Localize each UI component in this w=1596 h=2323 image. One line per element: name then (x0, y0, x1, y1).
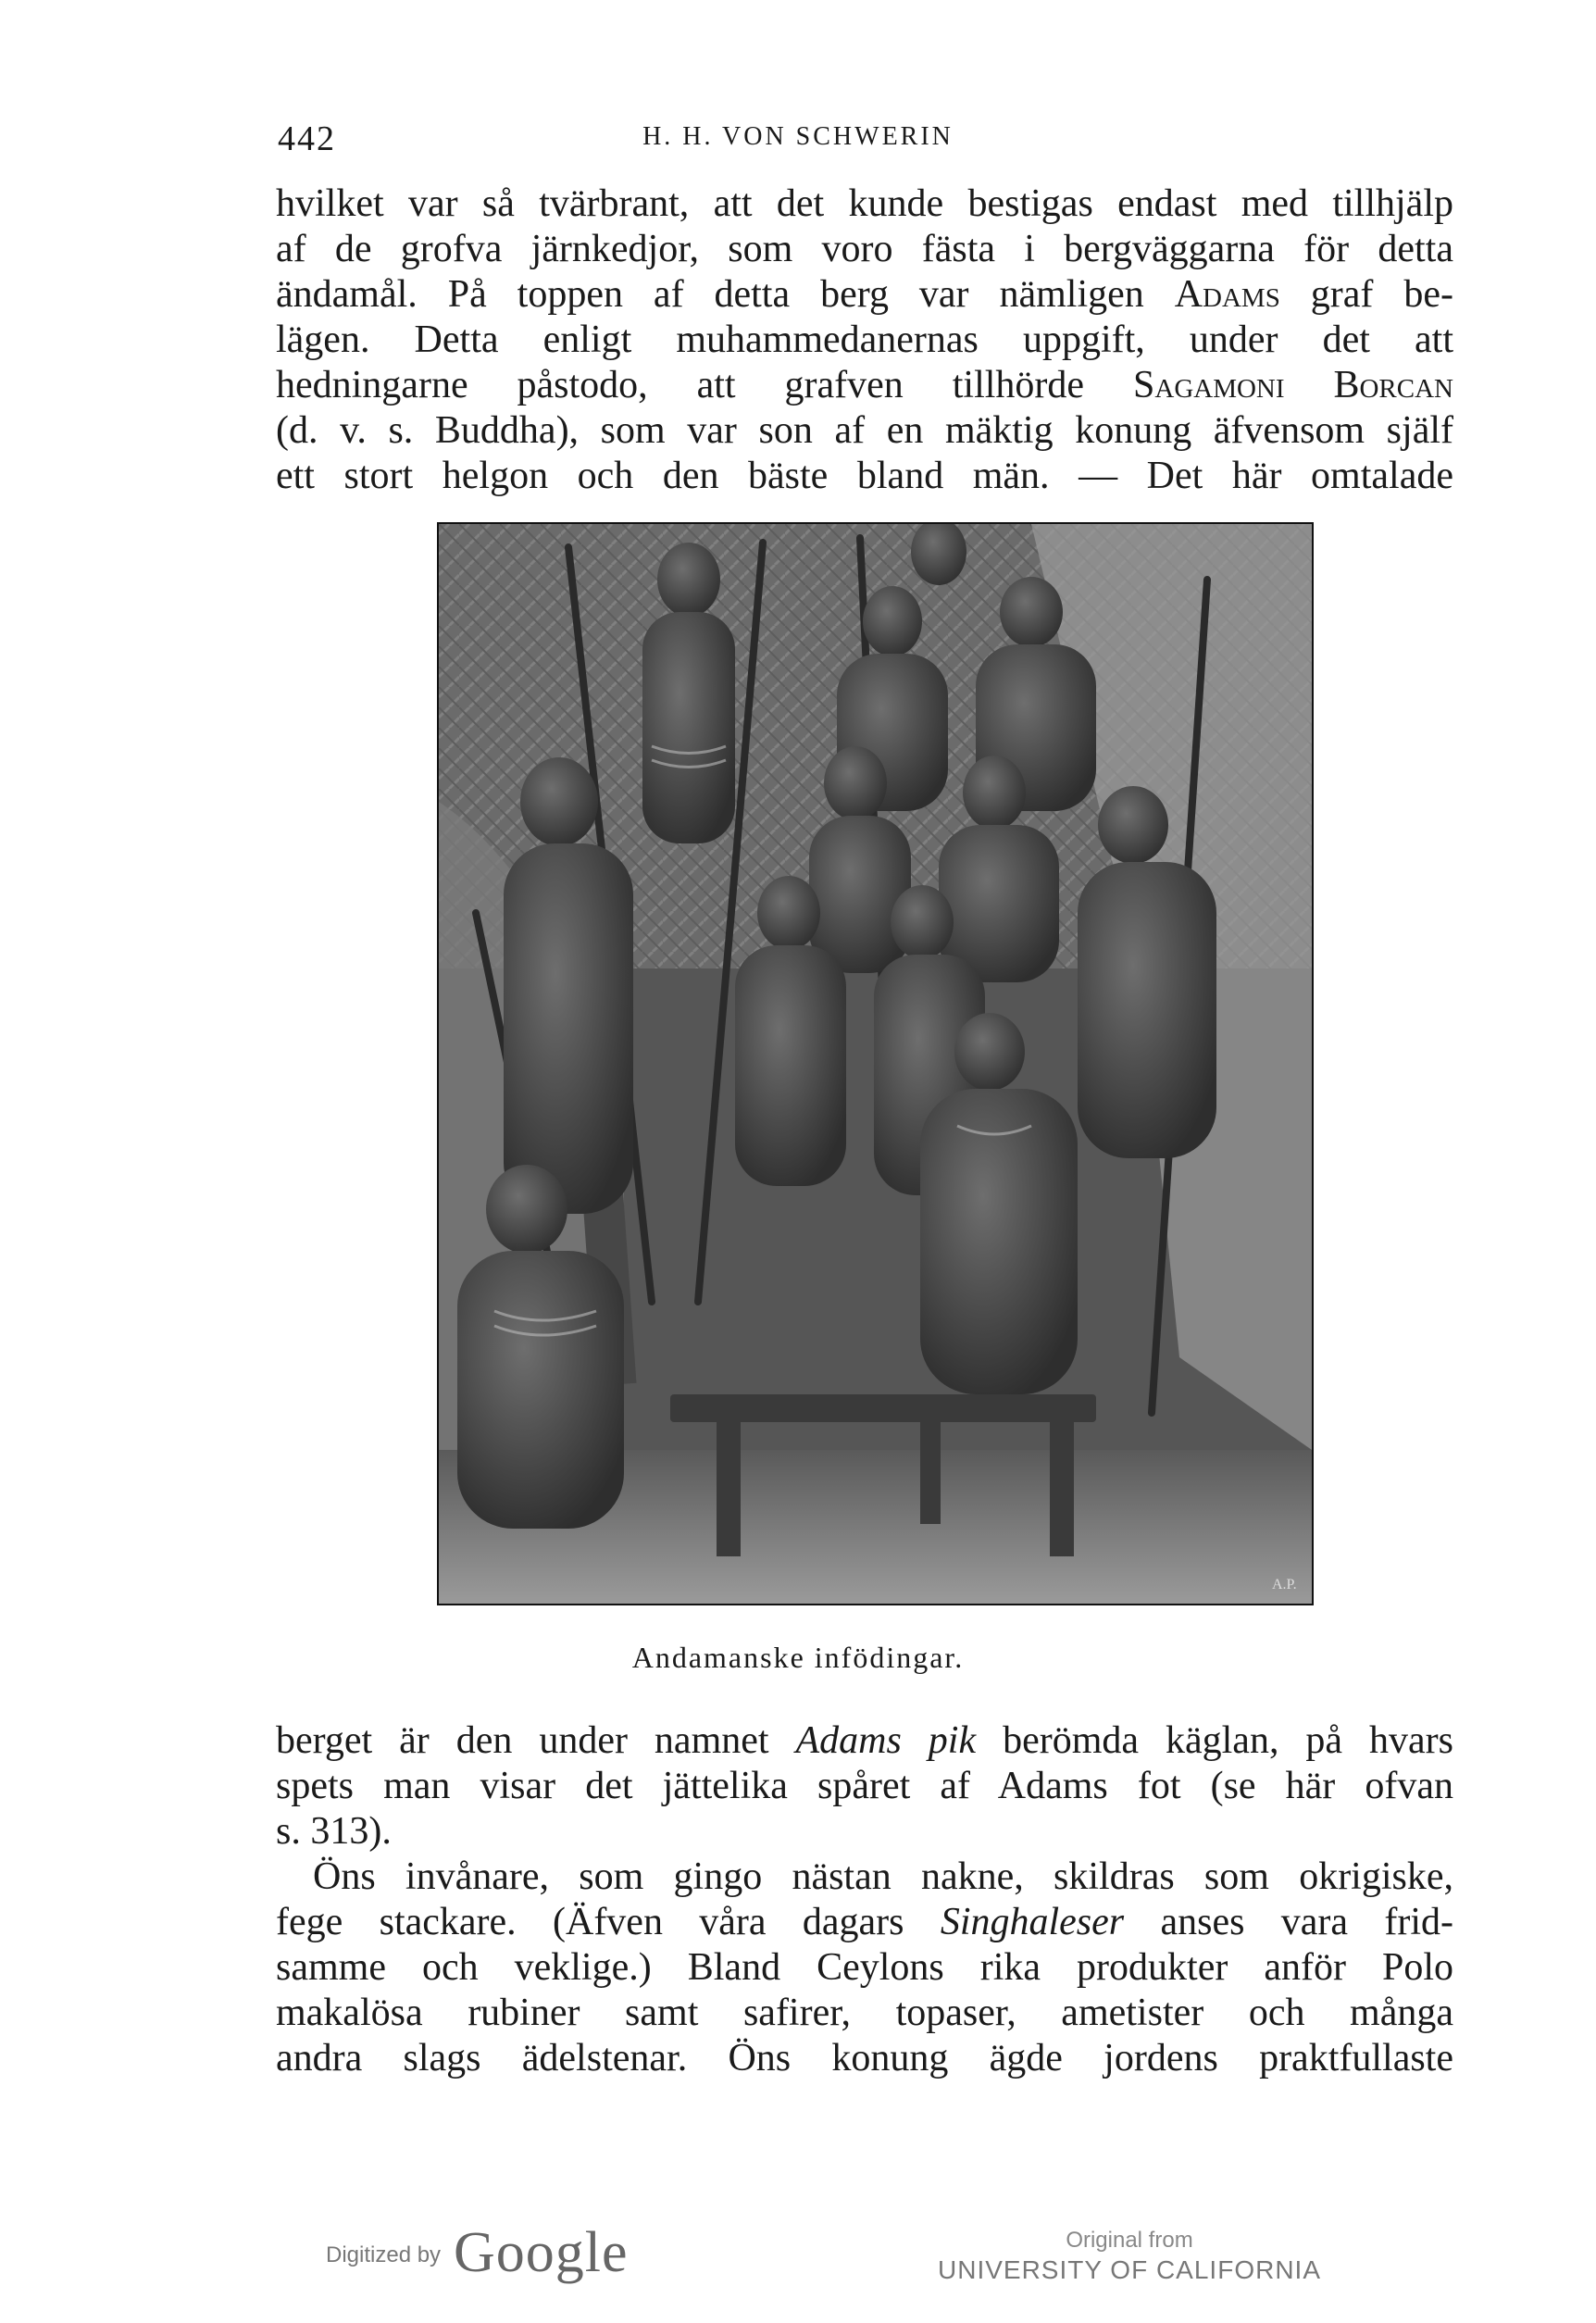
text-line: (d. v. s. Buddha), som var son af en mäktig konung äfvensom själf (276, 409, 1453, 452)
figure-caption: Andamanske infödingar. (631, 1641, 965, 1674)
text-segment: anses vara frid- (1124, 1901, 1453, 1943)
text-line (276, 363, 1453, 408)
text-line: lägen. Detta enligt muhammedanernas uppgift, under det att (276, 318, 1453, 361)
text-segment: hedningarne påstodo, att grafven tillhörde (276, 364, 1134, 406)
text-line: andra slags ädelstenar. Öns konung ägde jordens praktfullaste (276, 2037, 1453, 2079)
text-line: Öns invånare, som gingo nästan nakne, skildras som okrigiske, (313, 1855, 1453, 1898)
photo-signature: A.P. (1272, 1577, 1297, 1592)
text-segment: graf be- (1279, 273, 1453, 316)
footer-university: UNIVERSITY OF CALIFORNIA (938, 2255, 1321, 2284)
running-head: H. H. VON SCHWERIN (642, 122, 954, 151)
text-line (276, 1900, 1453, 1945)
small-caps-name: Adams (1174, 273, 1280, 316)
text-segment: berget är den under namnet (276, 1719, 796, 1762)
text-segment: berömda käglan, på hvars (976, 1719, 1453, 1762)
text-segment: ändamål. På toppen af detta berg var nämligen (276, 273, 1175, 316)
text-line: samme och veklige.) Bland Ceylons rika produkter anför Polo (276, 1946, 1453, 1989)
text-block-bottom (276, 1718, 1453, 2081)
text-line: hvilket var så tvärbrant, att det kunde bestigas endast med tillhjälp (276, 182, 1453, 225)
text-block-top (276, 181, 1453, 499)
small-caps-name: Sagamoni Borcan (1133, 364, 1453, 406)
text-line (276, 272, 1453, 318)
text-line: af de grofva järnkedjor, som voro fästa i bergväggarna för detta (276, 228, 1453, 270)
text-line: s. 313). (276, 1810, 392, 1853)
italic-term: Adams pik (795, 1719, 977, 1762)
google-logo: Google (454, 2221, 629, 2284)
text-line (276, 1718, 1453, 1764)
page-number: 442 (278, 119, 336, 158)
text-line: spets man visar det jättelika spåret af Adams fot (se här ofvan (276, 1765, 1453, 1807)
text-line: makalösa rubiner samt safirer, topaser, ametister och många (276, 1992, 1453, 2034)
text-segment: fege stackare. (Äfven våra dagars (276, 1901, 941, 1943)
footer-digitized-by: Digitized by (326, 2242, 442, 2267)
italic-term: Singhaleser (940, 1901, 1125, 1943)
figure-photograph (437, 522, 1314, 1605)
text-line: ett stort helgon och den bäste bland män. — Det här omtalade (276, 455, 1453, 497)
footer-original-from: Original from (1066, 2228, 1193, 2253)
